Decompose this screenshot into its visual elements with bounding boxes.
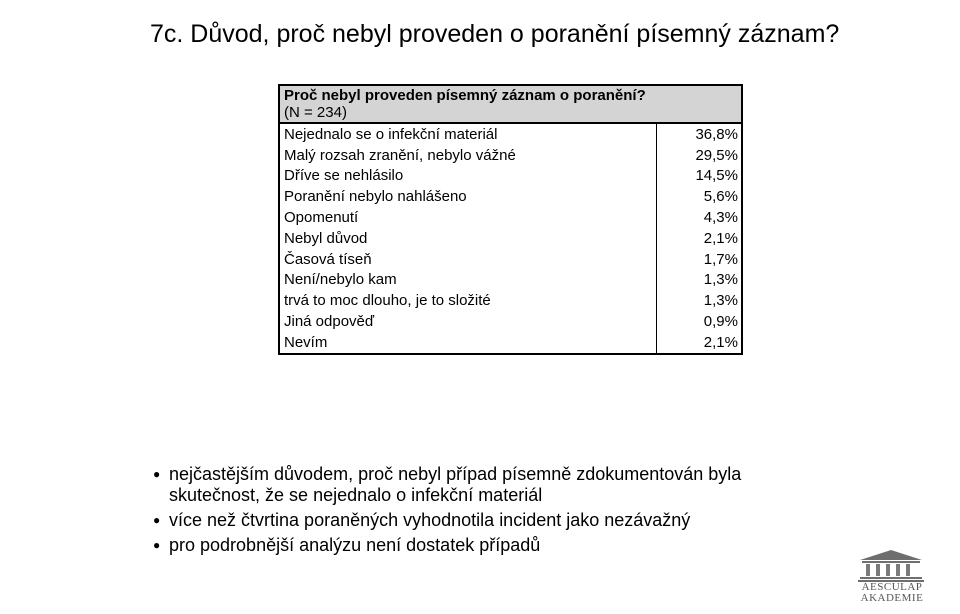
row-value: 14,5% xyxy=(695,167,738,185)
table-row xyxy=(280,207,741,228)
row-label: Malý rozsah zranění, nebylo vážné xyxy=(284,146,516,164)
reasons-table xyxy=(278,84,743,355)
bullet-icon: ● xyxy=(153,538,161,552)
aesculap-logo xyxy=(842,548,942,612)
row-value: 4,3% xyxy=(703,209,738,227)
page-title: 7c. Důvod, proč nebyl proveden o poranění písemný záznam? xyxy=(150,20,840,48)
table-header-title: Proč nebyl proveden písemný záznam o poranění? xyxy=(284,87,646,104)
table-row xyxy=(280,228,741,249)
row-value: 29,5% xyxy=(695,146,738,164)
note-text: nejčastějším důvodem, proč nebyl případ písemně zdokumentován byla skutečnost, že se nejednalo o infekční materiál xyxy=(169,464,742,505)
column-divider xyxy=(656,124,657,353)
row-value: 1,3% xyxy=(703,292,738,310)
row-value: 2,1% xyxy=(703,229,738,247)
row-label: Jiná odpověď xyxy=(284,313,375,331)
table-header xyxy=(280,86,741,124)
note-text: více než čtvrtina poraněných vyhodnotila incident jako nezávažný xyxy=(169,510,691,530)
bullet-icon: ● xyxy=(153,513,161,527)
row-value: 2,1% xyxy=(703,333,738,351)
row-value: 1,3% xyxy=(703,271,738,289)
row-label: Není/nebylo kam xyxy=(284,271,397,289)
row-label: Nevím xyxy=(284,333,328,351)
table-row xyxy=(280,290,741,311)
row-value: 36,8% xyxy=(695,125,738,143)
list-item xyxy=(153,464,779,506)
row-label: Nejednalo se o infekční materiál xyxy=(284,125,498,143)
table-row xyxy=(280,332,741,353)
row-label: Nebyl důvod xyxy=(284,229,368,247)
row-label: Poranění nebylo nahlášeno xyxy=(284,188,467,206)
table-row xyxy=(280,270,741,291)
row-label: Opomenutí xyxy=(284,209,359,227)
row-label: Časová tíseň xyxy=(284,250,372,268)
row-value: 0,9% xyxy=(703,313,738,331)
list-item xyxy=(153,535,779,556)
table-body xyxy=(280,124,741,353)
note-text: pro podrobnější analýzu není dostatek případů xyxy=(169,535,541,555)
table-row xyxy=(280,145,741,166)
table-row xyxy=(280,311,741,332)
bullet-icon: ● xyxy=(153,467,161,481)
notes-list xyxy=(153,464,779,560)
temple-icon xyxy=(856,548,926,582)
row-value: 1,7% xyxy=(703,250,738,268)
row-label: Dříve se nehlásilo xyxy=(284,167,404,185)
logo-text-line1: AESCULAP xyxy=(861,581,923,593)
list-item xyxy=(153,510,779,531)
logo-text-line2: AKADEMIE xyxy=(860,592,924,604)
row-value: 5,6% xyxy=(703,188,738,206)
table-row xyxy=(280,124,741,145)
table-row xyxy=(280,249,741,270)
table-row xyxy=(280,186,741,207)
table-row xyxy=(280,166,741,187)
row-label: trvá to moc dlouho, je to složité xyxy=(284,292,491,310)
table-header-sample-size: (N = 234) xyxy=(284,104,347,121)
